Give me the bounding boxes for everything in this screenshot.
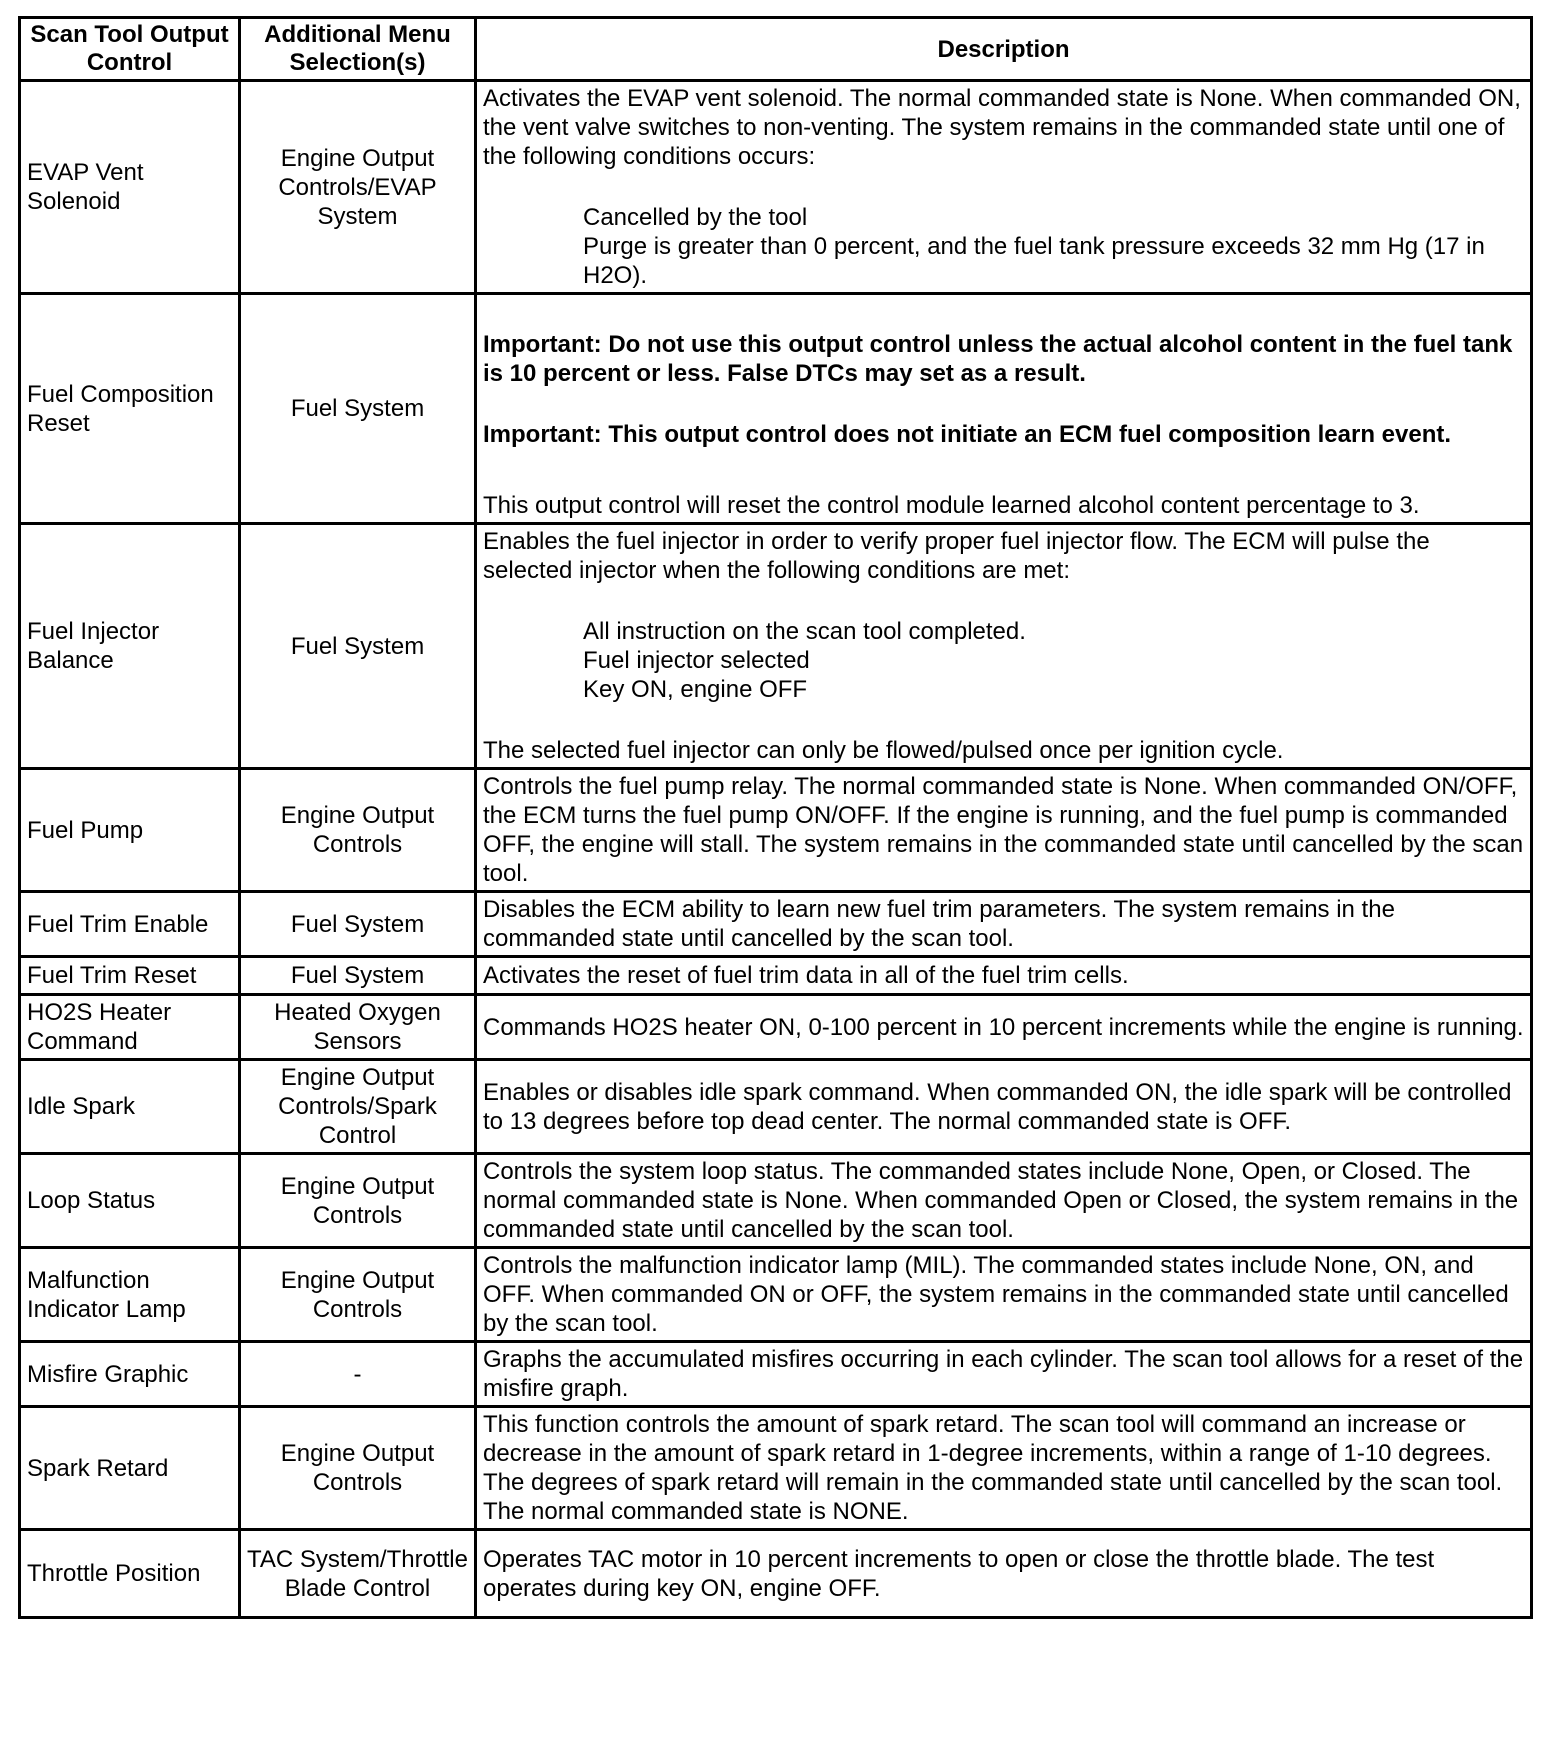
table-row (20, 1342, 1532, 1407)
row-menu: Engine Output Controls (240, 1248, 476, 1342)
table-header-row (20, 18, 1532, 81)
row-description: Disables the ECM ability to learn new fuel trim parameters. The system remains in the commanded state until cancelled by the scan tool. (476, 892, 1532, 957)
header-menu: Additional Menu Selection(s) (240, 18, 476, 81)
row-control: Spark Retard (20, 1407, 240, 1530)
table-row (20, 1530, 1532, 1618)
row-description: Enables or disables idle spark command. When commanded ON, the idle spark will be controlled to 13 degrees before top dead center. The normal commanded state is OFF. (476, 1060, 1532, 1154)
condition-item: All instruction on the scan tool completed. (583, 618, 1026, 645)
row-description: Controls the malfunction indicator lamp (MIL). The commanded states include None, ON, and OFF. When commanded ON or OFF, the system remains in the commanded state until cancelled by the scan tool. (476, 1248, 1532, 1342)
row-description: This function controls the amount of spark retard. The scan tool will command an increase or decrease in the amount of spark retard in 1-degree increments, within a range of 1-10 degrees. The degrees of spark retard will remain in the commanded state until cancelled by the scan tool. The normal commanded state is NONE. (476, 1407, 1532, 1530)
description-note: The selected fuel injector can only be flowed/pulsed once per ignition cycle. (483, 737, 1284, 764)
table-row (20, 769, 1532, 892)
description-text: Activates the EVAP vent solenoid. The normal commanded state is None. When commanded ON, the vent valve switches to non-venting. The system remains in the commanded state until one of the following conditions occurs: (483, 85, 1521, 170)
row-control: Fuel Trim Enable (20, 892, 240, 957)
row-control: Loop Status (20, 1154, 240, 1248)
condition-item: Purge is greater than 0 percent, and the fuel tank pressure exceeds 32 mm Hg (17 in H2O). (583, 233, 1485, 289)
row-description: Activates the reset of fuel trim data in all of the fuel trim cells. (476, 957, 1532, 995)
row-menu: Engine Output Controls (240, 1407, 476, 1530)
scan-tool-output-controls-table (18, 16, 1533, 1619)
row-menu: Engine Output Controls/Spark Control (240, 1060, 476, 1154)
row-menu: Fuel System (240, 524, 476, 769)
row-control: Malfunction Indicator Lamp (20, 1248, 240, 1342)
description-text: Enables the fuel injector in order to verify proper fuel injector flow. The ECM will pulse the selected injector when the following conditions are met: (483, 528, 1430, 584)
table-row (20, 524, 1532, 769)
header-description: Description (476, 18, 1532, 81)
table-row (20, 957, 1532, 995)
table-row (20, 995, 1532, 1060)
row-menu: Engine Output Controls (240, 1154, 476, 1248)
row-menu: Fuel System (240, 294, 476, 524)
table-row (20, 294, 1532, 524)
header-control: Scan Tool Output Control (20, 18, 240, 81)
table-row (20, 81, 1532, 294)
row-menu: - (240, 1342, 476, 1407)
table-row (20, 1248, 1532, 1342)
row-description (476, 81, 1532, 294)
row-menu: Heated Oxygen Sensors (240, 995, 476, 1060)
important-note: Important: This output control does not initiate an ECM fuel composition learn event. (483, 421, 1452, 448)
row-menu: Fuel System (240, 957, 476, 995)
row-control: Fuel Pump (20, 769, 240, 892)
important-note: Important: Do not use this output control unless the actual alcohol content in the fuel tank is 10 percent or less. False DTCs may set as a result. (483, 331, 1513, 387)
row-control: Fuel Injector Balance (20, 524, 240, 769)
row-control: Fuel Trim Reset (20, 957, 240, 995)
row-menu: Fuel System (240, 892, 476, 957)
row-control: Throttle Position (20, 1530, 240, 1618)
row-description (476, 524, 1532, 769)
row-description: Controls the system loop status. The commanded states include None, Open, or Closed. The normal commanded state is None. When commanded Open or Closed, the system remains in the commanded state until cancelled by the scan tool. (476, 1154, 1532, 1248)
condition-item: Cancelled by the tool (583, 204, 808, 231)
row-description: Operates TAC motor in 10 percent increments to open or close the throttle blade. The test operates during key ON, engine OFF. (476, 1530, 1532, 1618)
table-row (20, 1154, 1532, 1248)
row-menu: TAC System/Throttle Blade Control (240, 1530, 476, 1618)
row-control: EVAP Vent Solenoid (20, 81, 240, 294)
table-row (20, 1407, 1532, 1530)
row-control: Fuel Composition Reset (20, 294, 240, 524)
condition-item: Key ON, engine OFF (583, 676, 808, 703)
row-control: Misfire Graphic (20, 1342, 240, 1407)
row-description: Controls the fuel pump relay. The normal commanded state is None. When commanded ON/OFF, the ECM turns the fuel pump ON/OFF. If the engine is running, and the fuel pump is commanded OFF, the engine will stall. The system remains in the commanded state until cancelled by the scan tool. (476, 769, 1532, 892)
condition-item: Fuel injector selected (583, 647, 810, 674)
row-description: Graphs the accumulated misfires occurring in each cylinder. The scan tool allows for a reset of the misfire graph. (476, 1342, 1532, 1407)
row-description: Commands HO2S heater ON, 0-100 percent in 10 percent increments while the engine is running. (476, 995, 1532, 1060)
description-text: This output control will reset the control module learned alcohol content percentage to 3. (483, 492, 1420, 519)
row-menu: Engine Output Controls/EVAP System (240, 81, 476, 294)
row-menu: Engine Output Controls (240, 769, 476, 892)
table-row (20, 1060, 1532, 1154)
row-control: Idle Spark (20, 1060, 240, 1154)
row-control: HO2S Heater Command (20, 995, 240, 1060)
table-row (20, 892, 1532, 957)
row-description (476, 294, 1532, 524)
